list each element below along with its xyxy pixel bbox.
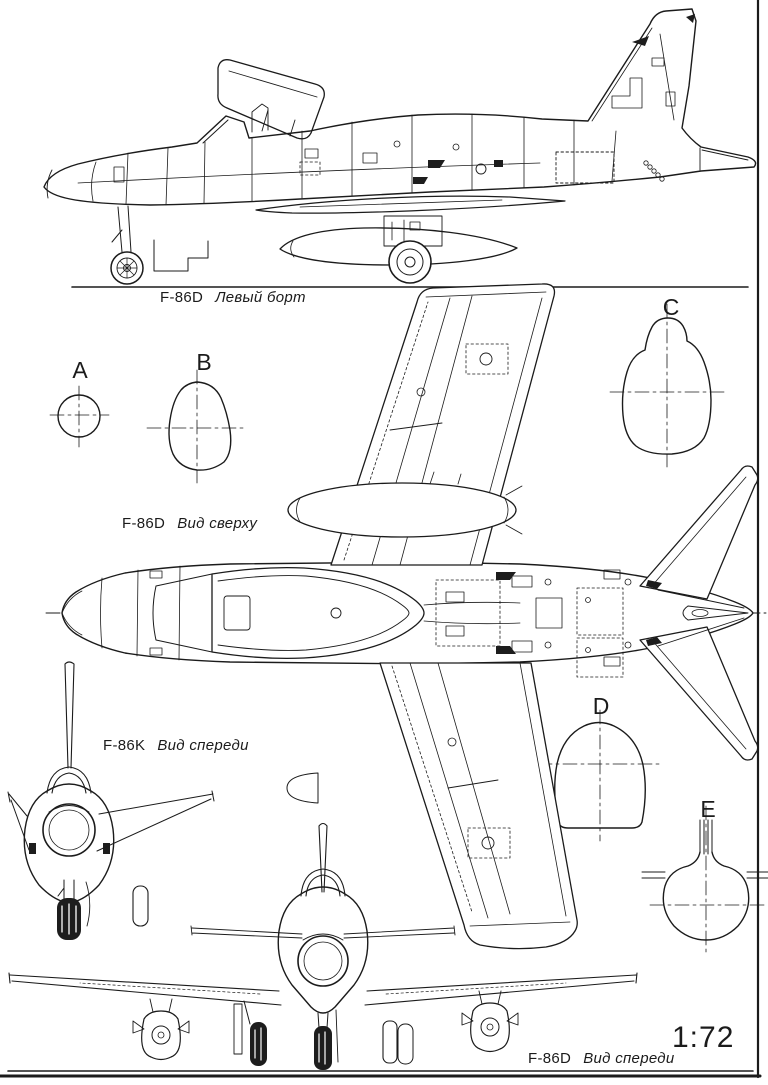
section-letter-c: C [662, 294, 680, 320]
scrap-detail [133, 886, 148, 926]
canopy-glass-line [229, 71, 317, 97]
cooling-scoop [428, 160, 445, 168]
top-view-f86d [46, 284, 766, 949]
nose-gear-strut [112, 206, 131, 252]
drop-tank-plan [288, 483, 516, 537]
right-tank-tip [487, 1024, 493, 1030]
nose-gear-front [58, 880, 74, 900]
view-label-side [160, 289, 306, 306]
side-vent [29, 843, 36, 854]
right-gear-door [383, 1021, 397, 1063]
side-view-f86d [44, 9, 756, 287]
right-tank-fins [462, 1013, 518, 1025]
section-letter-b: B [196, 349, 212, 375]
nose-wheel-spokes [117, 258, 137, 278]
front-k-view-name: Вид спереди [157, 737, 249, 754]
fuselage-light [476, 164, 486, 174]
spine-hatch [604, 657, 620, 666]
right-wing-front [365, 973, 637, 1005]
left-tank-struts [150, 999, 172, 1012]
fin-front [65, 662, 74, 768]
section-e [642, 806, 768, 956]
front-k-code: F-86K [103, 737, 146, 754]
canopy-front [301, 869, 345, 896]
section-a [50, 386, 109, 447]
canopy-strut [262, 110, 295, 136]
view-label-top [122, 515, 258, 532]
right-main-wheel [398, 1024, 413, 1064]
nose-wheel-front [314, 1026, 332, 1070]
main-wheel [389, 241, 431, 283]
left-gear-door [234, 1004, 242, 1054]
front-view-f86k [8, 662, 214, 940]
left-tank-fins [133, 1021, 189, 1033]
right-tank-nose [481, 1018, 499, 1036]
nose-gear-door [154, 240, 208, 271]
side-code: F-86D [160, 289, 204, 306]
right-wing-front [97, 791, 214, 851]
nose-gear-strut [318, 1013, 328, 1028]
radome-lip [49, 806, 89, 813]
canopy-front [47, 767, 91, 793]
front-view-f86d [8, 824, 753, 1072]
scale-label: 1:72 [672, 1021, 735, 1054]
section-c [610, 304, 726, 467]
left-tank-tip [158, 1032, 164, 1038]
view-label-front-k [103, 737, 249, 754]
right-tank-front [471, 1003, 510, 1052]
fuel-port [394, 141, 400, 147]
access-panel [305, 149, 318, 158]
front-d-view-name: Вид спереди [583, 1050, 675, 1067]
drop-tank-nose-front [287, 773, 318, 803]
longeron-line [78, 163, 540, 183]
access-panel [114, 167, 124, 182]
fuselage-front [278, 887, 368, 1013]
section-letter-a: A [72, 357, 88, 383]
windscreen-frame [203, 120, 228, 143]
left-wing-front [9, 973, 281, 1005]
section-c-crosshair [610, 304, 726, 467]
left-main-gear-strut [244, 1001, 250, 1024]
top-view-name: Вид сверху [177, 515, 258, 532]
access-panel [363, 153, 377, 163]
top-code: F-86D [122, 515, 166, 532]
gear-bay-lines [392, 220, 404, 242]
access-panel-dotted [300, 162, 320, 175]
fuel-port [453, 144, 459, 150]
intake-inner [49, 810, 89, 850]
dark-vent [494, 160, 503, 167]
intake-ring [43, 804, 95, 856]
left-tank-front [142, 1011, 181, 1060]
intake-inner [304, 942, 342, 980]
section-e-tailplane-stub [642, 872, 768, 878]
side-vent [103, 843, 110, 854]
front-d-code: F-86D [528, 1050, 572, 1067]
section-letter-d: D [592, 693, 610, 719]
section-b-shape [169, 382, 231, 470]
panel-lines [92, 114, 616, 205]
open-canopy [218, 60, 324, 139]
cooling-scoop [413, 177, 428, 184]
fin-panel [652, 58, 664, 66]
intake-ring [298, 936, 348, 986]
fuselage-front [24, 784, 113, 903]
section-letter-e: E [700, 796, 716, 822]
fin-dark-wedge [632, 36, 649, 46]
radome-lip [303, 934, 343, 940]
fuselage-outline [44, 9, 756, 205]
speed-brake [556, 152, 614, 183]
nose-gear-door [336, 1010, 338, 1062]
side-view-name: Левый борт [215, 289, 306, 306]
section-b [147, 370, 247, 483]
gear-door-front [86, 882, 90, 926]
section-b-crosshair [147, 370, 247, 483]
left-main-wheel [250, 1022, 267, 1066]
fin-tip-mark [686, 14, 695, 23]
view-label-front-d [528, 1050, 675, 1067]
intake-lip [47, 170, 52, 198]
fin-front [319, 824, 327, 893]
left-tank-nose [152, 1026, 170, 1044]
